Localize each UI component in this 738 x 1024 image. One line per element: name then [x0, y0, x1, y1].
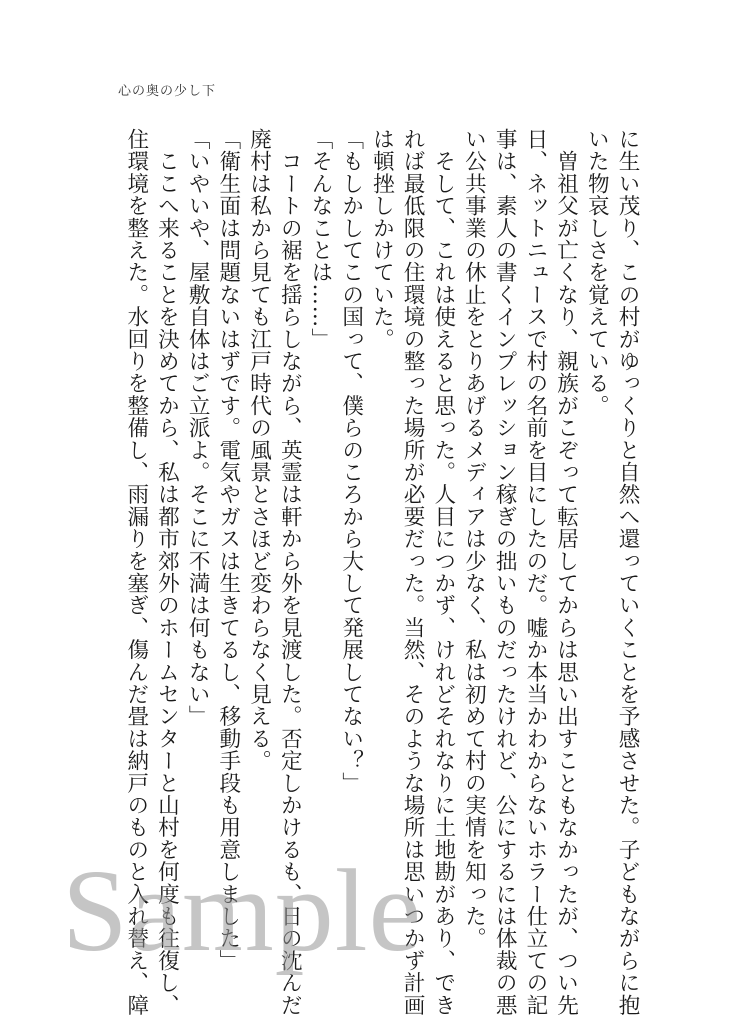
text-line: 「そんなことは……」	[307, 128, 333, 350]
text-line: そして、これは使えると思った。人目につかず、けれどそれなりに土地勘があり、でき	[430, 128, 456, 1016]
text-line: いた物哀しさを覚えている。	[584, 128, 610, 417]
text-line: 「いやいや、屋敷自体はご立派よ。そこに不満は何もない」	[185, 128, 211, 728]
text-line: 事は、素人の書くインプレッション稼ぎの拙いものだったけれど、公にするには体裁の悪	[492, 128, 518, 1016]
text-line: 「衛生面は問題ないはずです。電気やガスは生きてるし、移動手段も用意しました」	[215, 128, 241, 972]
text-line: 曽祖父が亡くなり、親族がこぞって転居してからは思い出すこともなかったが、つい先	[553, 128, 579, 1016]
text-line: ここへ来ることを決めてから、私は都市郊外のホームセンターと山村を何度も往復し、	[154, 128, 180, 1016]
text-line: 日、ネットニュースで村の名前を目にしたのだ。嘘か本当かわからないホラー仕立ての記	[522, 128, 548, 1016]
text-line: 廃村は私から見ても江戸時代の風景とさほど変わらなく見える。	[246, 128, 272, 772]
text-line: 「もしかしてこの国って、僕らのころから大して発展してない？」	[338, 128, 364, 794]
running-header: 心の奥の少し下	[118, 84, 217, 99]
sample-watermark: Sample	[62, 845, 422, 976]
text-line: コートの裾を揺らしながら、英霊は軒から外を見渡した。否定しかけるも、日の沈んだ	[277, 128, 303, 1016]
text-line: は頓挫しかけていた。	[369, 128, 395, 350]
text-line: 住環境を整えた。水回りを整備し、雨漏りを塞ぎ、傷んだ畳は納戸のものと入れ替え、障	[123, 128, 149, 1016]
text-line: に生い茂り、この村がゆっくりと自然へ還っていくことを予感させた。子どもながらに抱	[615, 128, 640, 1016]
text-line: れば最低限の住環境の整った場所が必要だった。当然、そのような場所は思いつかず計画	[400, 128, 426, 1016]
text-line: い公共事業の休止をとりあげるメディアは少なく、私は初めて村の実情を知った。	[461, 128, 487, 950]
